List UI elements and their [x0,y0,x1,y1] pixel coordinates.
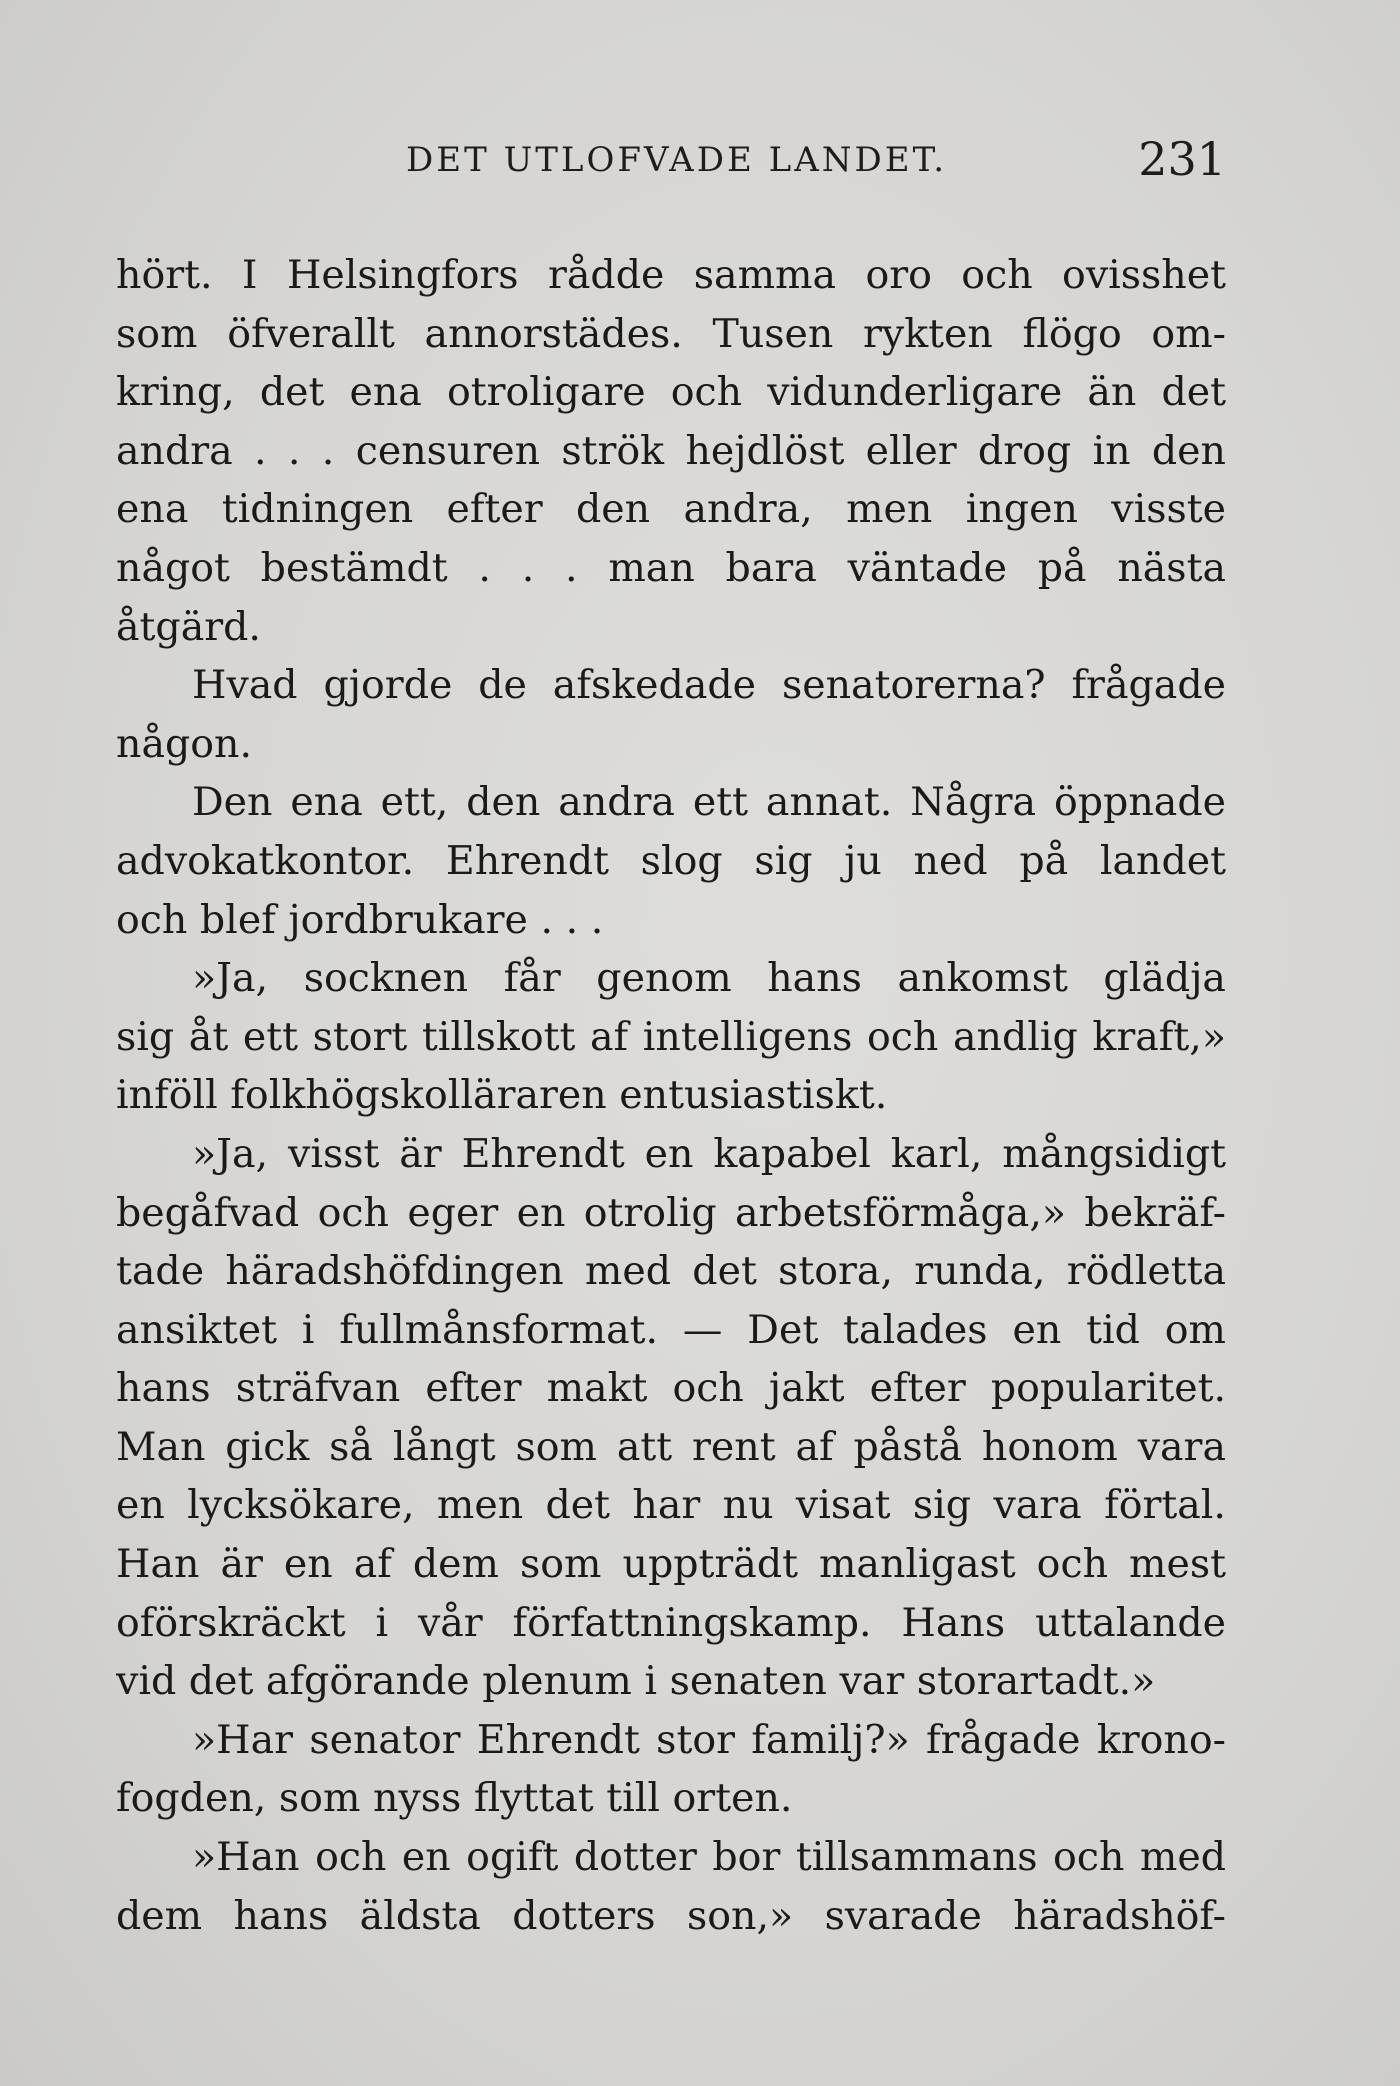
text-line: vid det afgörande plenum i senaten var storartadt.» [116,1658,1156,1705]
text-line: begåfvad och eger en otrolig arbetsförmåga,» bekräf- [116,1189,1226,1236]
text-line: tade häradshöfdingen med det stora, runda, rödletta [116,1248,1226,1295]
text-line: Den ena ett, den andra ett annat. Några öppnade [192,779,1226,826]
text-line: oförskräckt i vår författningskamp. Hans uttalande [116,1599,1226,1646]
text-line: som öfverallt annorstädes. Tusen rykten flögo om- [116,310,1226,357]
text-line: något bestämdt . . . man bara väntade på nästa [116,544,1226,591]
text-line: »Ja, visst är Ehrendt en kapabel karl, mångsidigt [192,1130,1226,1177]
text-line: inföll folkhögskolläraren entusiastiskt. [116,1072,888,1119]
text-line: Han är en af dem som uppträdt manligast och mest [116,1541,1226,1588]
text-line: och blef jordbrukare . . . [116,896,604,943]
text-line: »Ja, socknen får genom hans ankomst glädja [192,955,1226,1002]
body-text [116,246,1226,1945]
text-line: Hvad gjorde de afskedade senatorerna? frågade [192,662,1226,709]
text-line: en lycksökare, men det har nu visat sig vara förtal. [116,1482,1226,1529]
text-line: sig åt ett stort tillskott af intelligens och andlig kraft,» [116,1013,1226,1060]
text-line: fogden, som nyss flyttat till orten. [116,1775,793,1822]
text-line: andra . . . censuren strök hejdlöst eller drog in den [116,427,1226,474]
text-line: »Har senator Ehrendt stor familj?» frågade krono- [192,1716,1226,1763]
text-line: kring, det ena otroligare och vidunderligare än det [116,369,1226,416]
running-head [116,132,1226,192]
running-title: DET UTLOFVADE LANDET. [406,140,948,180]
text-line: »Han och en ogift dotter bor tillsammans och med [192,1834,1226,1881]
text-line: hans sträfvan efter makt och jakt efter popularitet. [116,1365,1226,1412]
text-line: dem hans äldsta dotters son,» svarade häradshöf- [116,1892,1226,1939]
text-line: Man gick så långt som att rent af påstå honom vara [116,1423,1226,1470]
text-line: åtgärd. [116,603,261,650]
text-line: ena tidningen efter den andra, men ingen visste [116,486,1226,533]
text-line: advokatkontor. Ehrendt slog sig ju ned på landet [116,837,1226,884]
page-number: 231 [1138,132,1226,186]
text-line: hört. I Helsingfors rådde samma oro och ovisshet [116,252,1226,298]
text-line: ansiktet i fullmånsformat. — Det talades en tid om [116,1306,1226,1353]
text-line: någon. [116,720,253,767]
